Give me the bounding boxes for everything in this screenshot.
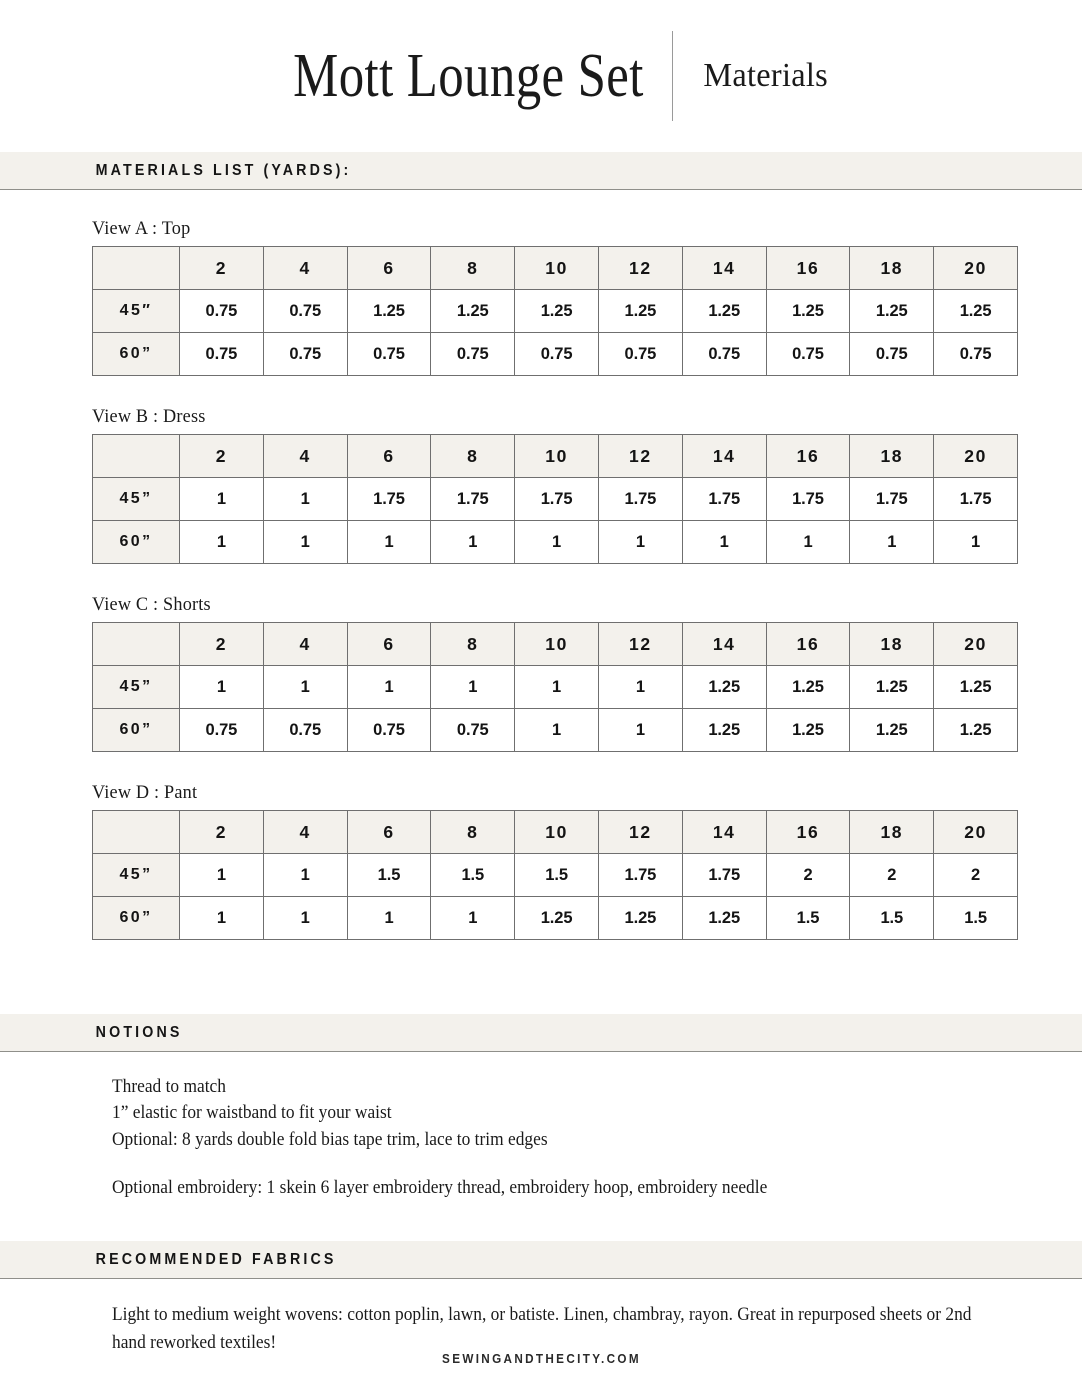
yardage-cell: 1.25 [431,290,515,333]
view-block-a [92,218,1018,376]
footer-website: SEWINGANDTHECITY.COM [441,1351,641,1366]
yardage-cell: 1 [263,666,347,709]
materials-list-band [0,152,1082,190]
yardage-cell: 1 [515,709,599,752]
yardage-cell: 1.25 [934,666,1018,709]
notions-line: Optional: 8 yards double fold bias tape trim, lace to trim edges [112,1129,548,1150]
header-inner [210,31,836,121]
materials-list-band-label: MATERIALS LIST (YARDS): [95,161,352,179]
recommended-fabrics-text: Light to medium weight wovens: cotton poplin, lawn, or batiste. Linen, chambray, rayon. Great in repurposed sheets or 2nd hand reworked textiles! [112,1305,972,1354]
yardage-cell: 1.25 [850,666,934,709]
size-header: 20 [934,435,1018,478]
yardage-cell: 0.75 [180,709,264,752]
yardage-cell: 1.25 [515,290,599,333]
yardage-cell: 1.25 [850,709,934,752]
yardage-cell: 0.75 [682,333,766,376]
yardage-cell: 1 [682,521,766,564]
notions-line: 1” elastic for waistband to fit your waist [112,1103,392,1124]
size-header: 2 [180,435,264,478]
yardage-cell: 1 [180,478,264,521]
yardage-cell: 1.25 [934,290,1018,333]
yardage-cell: 0.75 [347,709,431,752]
recommended-fabrics-band [0,1241,1082,1279]
size-header: 10 [515,811,599,854]
table-row [93,521,1018,564]
yardage-cell: 1 [766,521,850,564]
page-title: Mott Lounge Set [293,42,644,110]
yardage-cell: 0.75 [431,333,515,376]
yardage-cell: 1.25 [766,290,850,333]
yardage-cell: 1.75 [850,478,934,521]
recommended-fabrics-content [0,1279,1082,1357]
yardage-cell: 1 [180,521,264,564]
size-header: 18 [850,247,934,290]
yardage-cell: 1 [347,666,431,709]
notions-line: Thread to match [112,1077,226,1097]
table-row [93,478,1018,521]
table-corner-cell [93,247,180,290]
view-title-b: View B : Dress [92,406,206,427]
yardage-cell: 1.75 [766,478,850,521]
yardage-cell: 1 [598,521,682,564]
yardage-cell: 1.75 [682,854,766,897]
row-label: 45” [93,478,180,521]
yardage-cell: 1 [180,666,264,709]
yardage-cell: 1.75 [515,478,599,521]
size-header: 16 [766,247,850,290]
table-corner-cell [93,435,180,478]
yardage-cell: 1.25 [682,666,766,709]
yardage-cell: 1.75 [682,478,766,521]
size-header: 4 [263,247,347,290]
yardage-cell: 1 [515,666,599,709]
size-header: 12 [598,623,682,666]
yardage-cell: 1 [431,666,515,709]
yardage-cell: 0.75 [263,290,347,333]
table-row [93,333,1018,376]
size-header: 2 [180,247,264,290]
yardage-cell: 0.75 [598,333,682,376]
yardage-cell: 1 [347,521,431,564]
yardage-cell: 1.75 [347,478,431,521]
size-header: 8 [431,435,515,478]
yardage-cell: 1.5 [766,897,850,940]
yardage-cell: 1.5 [347,854,431,897]
yardage-cell: 0.75 [263,333,347,376]
table-header-row [93,623,1018,666]
yardage-cell: 0.75 [263,709,347,752]
size-header: 18 [850,623,934,666]
size-header: 10 [515,247,599,290]
size-header: 12 [598,435,682,478]
table-row [93,666,1018,709]
size-header: 18 [850,811,934,854]
view-title-c: View C : Shorts [92,594,211,615]
yardage-cell: 1.75 [598,478,682,521]
size-header: 12 [598,811,682,854]
yardage-cell: 1 [598,709,682,752]
size-header: 6 [347,623,431,666]
table-row [93,854,1018,897]
size-header: 4 [263,623,347,666]
size-header: 20 [934,247,1018,290]
table-header-row [93,247,1018,290]
yardage-cell: 1.25 [347,290,431,333]
yardage-cell: 2 [766,854,850,897]
yardage-cell: 1.5 [934,897,1018,940]
view-block-c [92,594,1018,752]
yardage-cell: 0.75 [934,333,1018,376]
yardage-cell: 1.25 [598,290,682,333]
size-header: 4 [263,435,347,478]
table-row [93,290,1018,333]
view-title-a: View A : Top [92,218,191,239]
materials-tables-region [0,190,1082,940]
table-corner-cell [93,811,180,854]
size-header: 16 [766,623,850,666]
size-table-a [92,246,1018,376]
table-header-row [93,811,1018,854]
size-header: 14 [682,811,766,854]
size-header: 2 [180,811,264,854]
yardage-cell: 1 [347,897,431,940]
yardage-cell: 1.75 [598,854,682,897]
page-subtitle: Materials [703,57,828,94]
size-table-b [92,434,1018,564]
yardage-cell: 0.75 [431,709,515,752]
table-header-row [93,435,1018,478]
size-table-c [92,622,1018,752]
yardage-cell: 1.25 [682,897,766,940]
yardage-cell: 1 [180,854,264,897]
yardage-cell: 1.25 [766,709,850,752]
notions-spacer [112,1153,1082,1175]
yardage-cell: 1 [263,521,347,564]
notions-band-label: NOTIONS [95,1023,183,1041]
yardage-cell: 1 [598,666,682,709]
yardage-cell: 1.75 [431,478,515,521]
yardage-cell: 1.25 [515,897,599,940]
row-label: 45″ [93,290,180,333]
yardage-cell: 1.25 [682,709,766,752]
row-label: 45” [93,666,180,709]
page-header [0,0,1082,152]
yardage-cell: 1.5 [850,897,934,940]
row-label: 60” [93,521,180,564]
size-header: 20 [934,623,1018,666]
view-block-b [92,406,1018,564]
size-header: 14 [682,435,766,478]
yardage-cell: 1.25 [682,290,766,333]
yardage-cell: 1.25 [598,897,682,940]
size-header: 16 [766,811,850,854]
yardage-cell: 0.75 [180,290,264,333]
yardage-cell: 0.75 [766,333,850,376]
size-header: 8 [431,811,515,854]
size-header: 2 [180,623,264,666]
yardage-cell: 1 [263,478,347,521]
size-header: 6 [347,247,431,290]
notions-band [0,1014,1082,1052]
yardage-cell: 1.5 [431,854,515,897]
row-label: 60” [93,709,180,752]
row-label: 60” [93,897,180,940]
recommended-fabrics-band-label: RECOMMENDED FABRICS [95,1250,337,1268]
table-row [93,709,1018,752]
yardage-cell: 1 [850,521,934,564]
yardage-cell: 1 [263,854,347,897]
yardage-cell: 0.75 [180,333,264,376]
yardage-cell: 1.75 [934,478,1018,521]
size-header: 14 [682,247,766,290]
yardage-cell: 1 [934,521,1018,564]
notions-embroidery-line: Optional embroidery: 1 skein 6 layer embroidery thread, embroidery hoop, embroidery needle [112,1177,768,1198]
yardage-cell: 1 [180,897,264,940]
size-header: 10 [515,623,599,666]
yardage-cell: 1 [515,521,599,564]
table-corner-cell [93,623,180,666]
size-header: 8 [431,247,515,290]
row-label: 60” [93,333,180,376]
view-title-d: View D : Pant [92,782,198,803]
size-header: 10 [515,435,599,478]
row-label: 45” [93,854,180,897]
yardage-cell: 1 [431,521,515,564]
size-header: 20 [934,811,1018,854]
size-header: 18 [850,435,934,478]
yardage-cell: 0.75 [347,333,431,376]
table-row [93,897,1018,940]
yardage-cell: 1 [263,897,347,940]
size-header: 6 [347,811,431,854]
yardage-cell: 0.75 [515,333,599,376]
size-header: 4 [263,811,347,854]
notions-content [0,1052,1082,1201]
size-header: 16 [766,435,850,478]
page-footer [0,1350,1082,1368]
yardage-cell: 2 [934,854,1018,897]
size-header: 6 [347,435,431,478]
yardage-cell: 1.25 [934,709,1018,752]
yardage-cell: 0.75 [850,333,934,376]
yardage-cell: 1.25 [766,666,850,709]
yardage-cell: 1.5 [515,854,599,897]
size-table-d [92,810,1018,940]
size-header: 12 [598,247,682,290]
yardage-cell: 1.25 [850,290,934,333]
size-header: 14 [682,623,766,666]
view-block-d [92,782,1018,940]
yardage-cell: 2 [850,854,934,897]
size-header: 8 [431,623,515,666]
yardage-cell: 1 [431,897,515,940]
